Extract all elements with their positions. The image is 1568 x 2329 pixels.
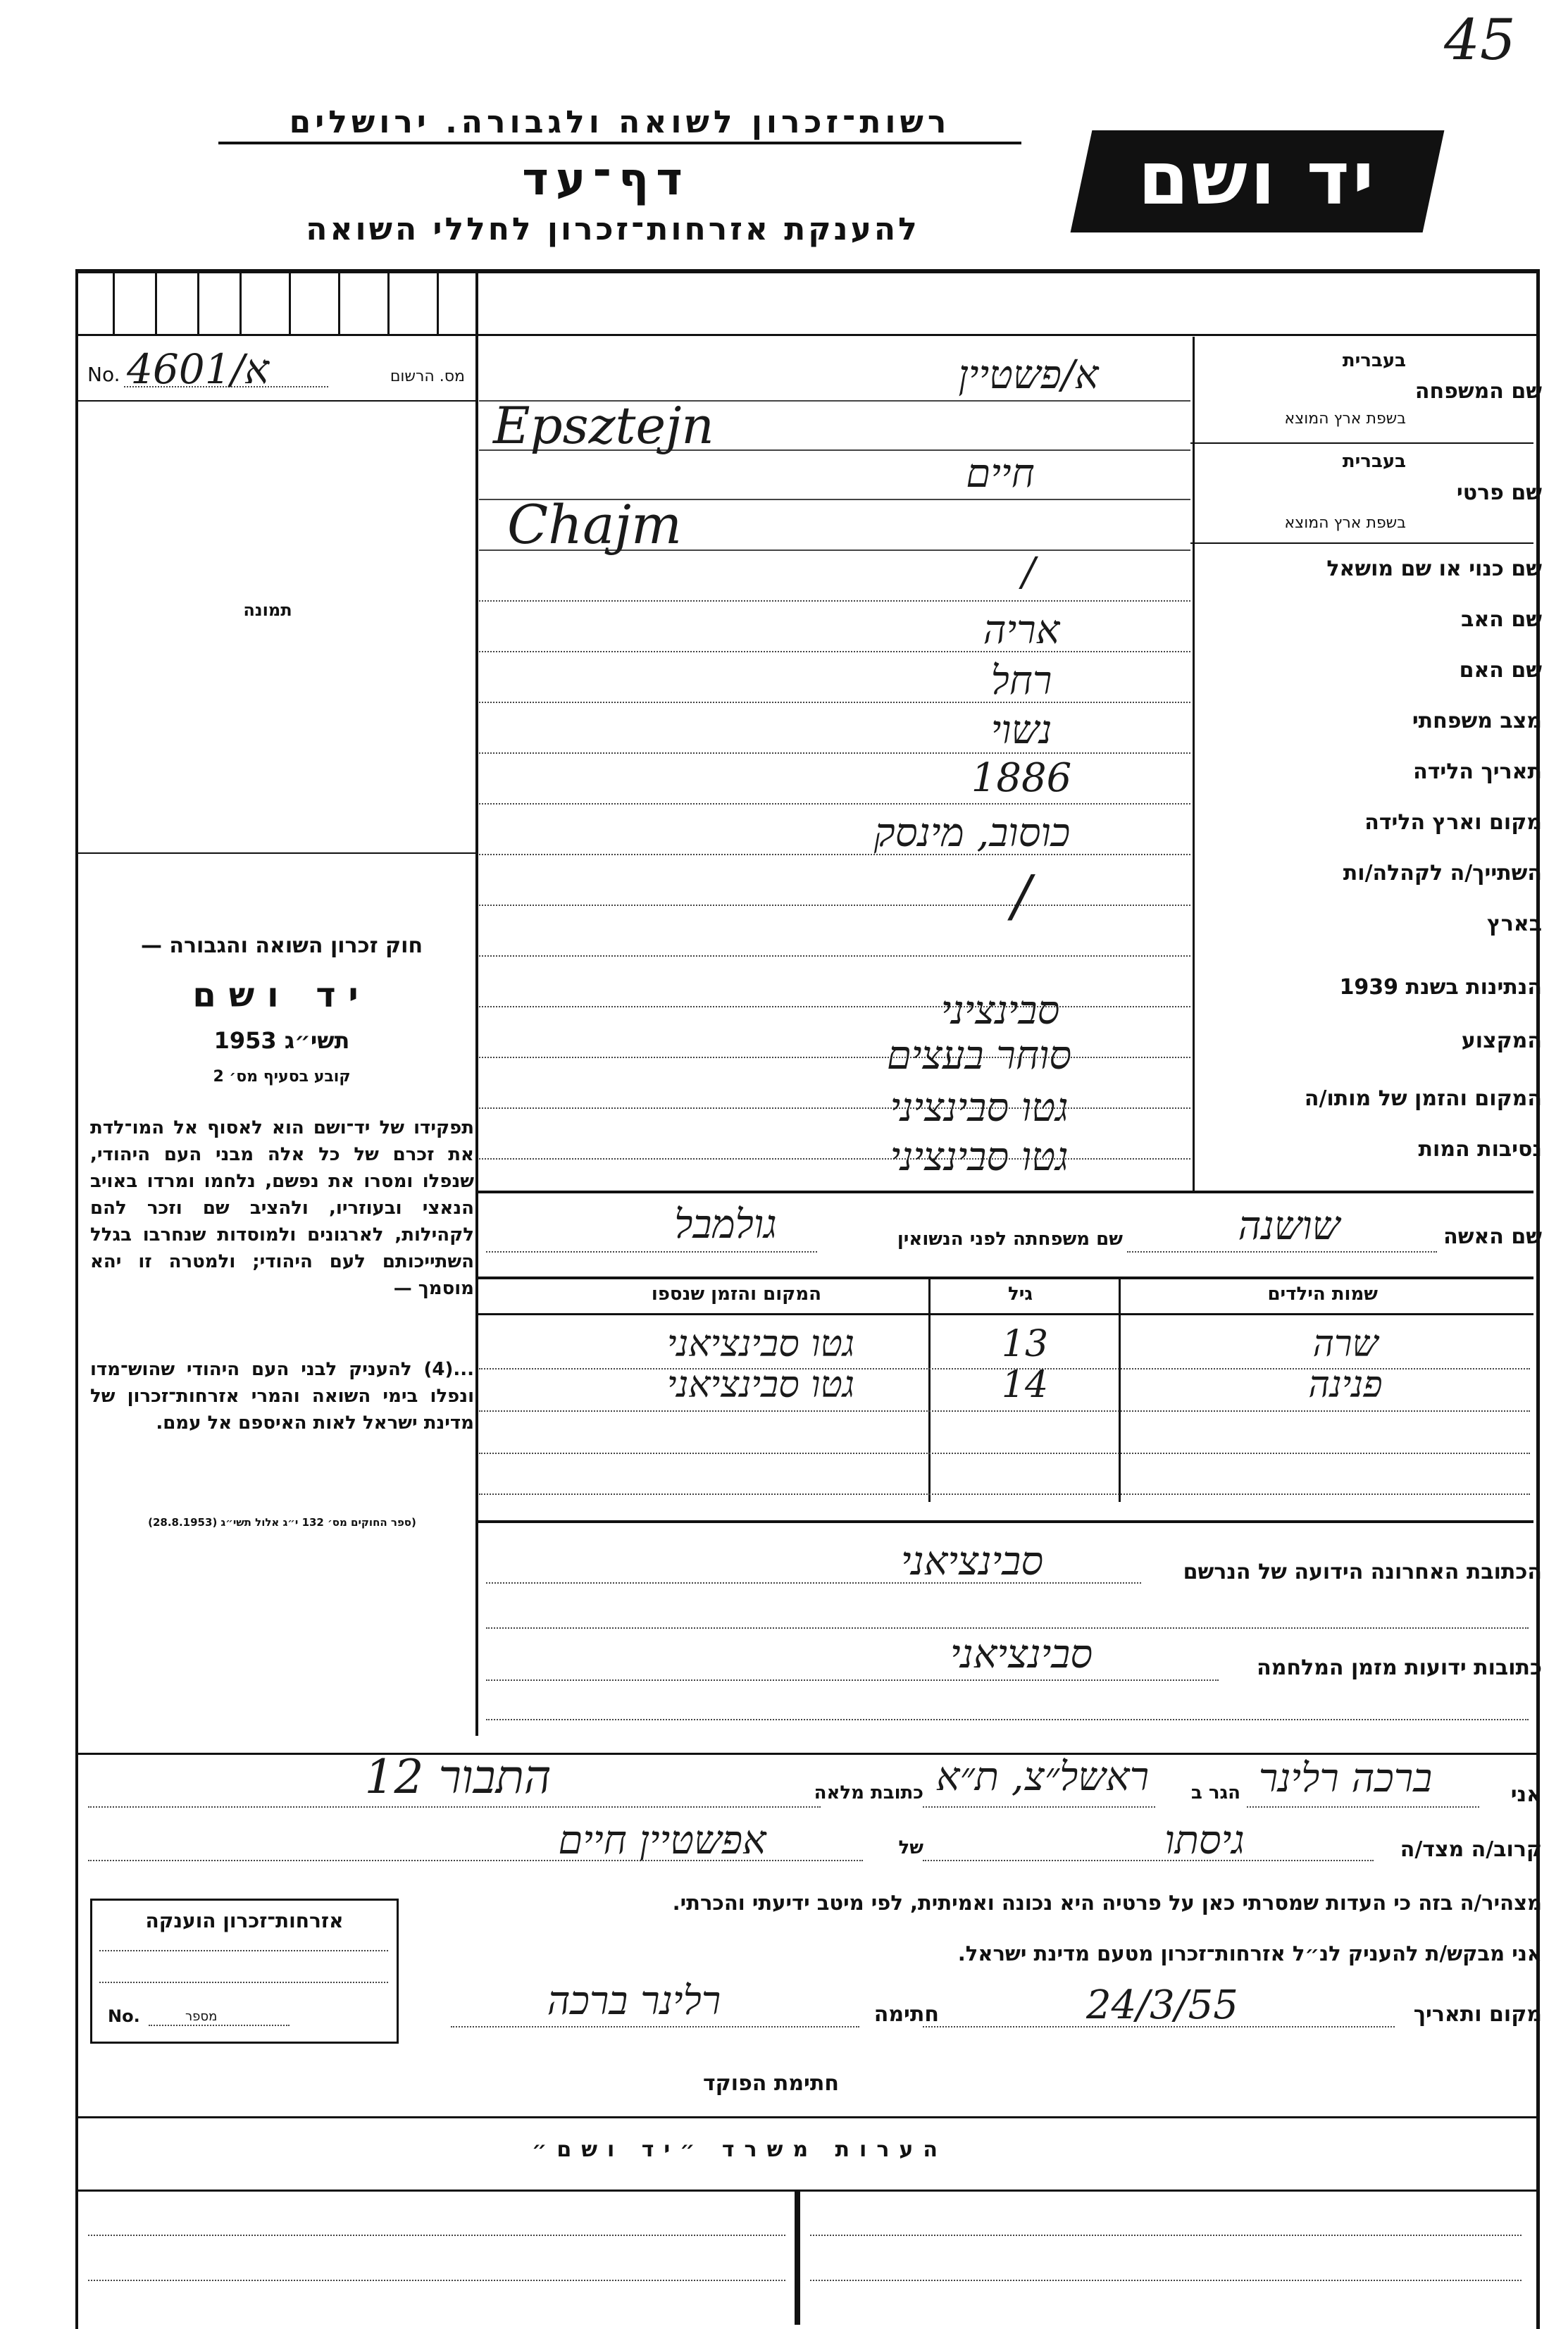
- address-top-border: [477, 1520, 1533, 1523]
- community-label: השתייך/ה לקהלה/ות: [1343, 861, 1542, 886]
- law-clause4: ...(4) להעניק לבני העם היהודי שהוש־מדו ונפלו בימי השואה והמרי אזרחות־זכרון של מדינת ישראל לאות האיספם אל עמם.: [90, 1359, 474, 1434]
- children-header-border: [477, 1313, 1533, 1315]
- header-divider: [75, 334, 1537, 336]
- birth-date-value: 1886: [971, 755, 1072, 801]
- declaration-text: מצהיר/ה בזה כי העדות שמסרתי כאן על פרטיה היא נכונה ואמיתית, לפי מיטב ידיעתי והכרתי.: [672, 1891, 1542, 1915]
- photo-label: תמונה: [243, 600, 292, 620]
- declarant-resides-label: הגר ב: [1190, 1782, 1240, 1803]
- children-col-border-1: [1119, 1278, 1121, 1502]
- page-number: 45: [1444, 7, 1516, 73]
- last-address-value: סבינציאני: [900, 1539, 1044, 1584]
- notes-top-border: [75, 2116, 1537, 2118]
- spouse-value: שושנה: [1238, 1203, 1340, 1249]
- place-date-value: 24/3/55: [1086, 1982, 1238, 2028]
- death-place-label: המקום והזמן של מותו/ה: [1304, 1086, 1542, 1111]
- nickname-label: שם כנוי או שם מושאל: [1326, 557, 1542, 581]
- registration-divider: [75, 400, 477, 402]
- spouse-maiden-label: שם משפחתה לפני הנשואין: [897, 1229, 1123, 1250]
- death-circumstances-value: גטו סבינציני: [890, 1134, 1069, 1180]
- mother-name-label: שם האם: [1459, 658, 1542, 683]
- surname-label: שם המשפחה: [1414, 379, 1542, 404]
- declarant-i-label: אני: [1510, 1782, 1542, 1807]
- first-name-hebrew-label: בעברית: [1342, 451, 1406, 472]
- death-place-value: גטו סבינציני: [890, 1085, 1069, 1131]
- law-name: יד ושם: [192, 976, 371, 1015]
- surname-hebrew-label: בעברית: [1342, 350, 1406, 371]
- law-year: תשי״ג 1953: [213, 1027, 350, 1054]
- signature-value: רלינר ברכה: [547, 1978, 721, 2024]
- section-divider-1: [477, 1191, 1533, 1193]
- surname-origin-label: בשפת ארץ המוצא: [1284, 410, 1406, 428]
- photo-divider: [75, 852, 477, 854]
- request-text: אני מבקש/ת להעניק לנ״ל אזרחות־זכרון מטעם מדינת ישראל.: [957, 1942, 1542, 1965]
- child-age: 13: [1001, 1323, 1049, 1365]
- registration-no-label: No.: [87, 363, 120, 386]
- child-age: 14: [1001, 1364, 1049, 1406]
- declarant-name: ברכה רלינר: [1258, 1756, 1433, 1801]
- declarant-city: ראשל״צ, ת״א: [935, 1754, 1150, 1800]
- relation-value: גיסתו: [1164, 1818, 1245, 1863]
- law-clause: קובע בסעיף מס׳ 2: [213, 1068, 351, 1086]
- children-header-names: שמות הילדים: [1267, 1284, 1378, 1305]
- surname-hebrew-value: א/פשטיין: [958, 352, 1099, 398]
- first-name-hebrew-value: חיים: [966, 451, 1035, 497]
- father-name-value: אריה: [983, 607, 1060, 653]
- wartime-address-rule: [486, 1679, 1219, 1681]
- notes-col-divider: [795, 2191, 800, 2325]
- birth-date-label: תאריך הלידה: [1413, 759, 1542, 784]
- profession-label: המקצוע: [1461, 1029, 1542, 1053]
- of-value: אפשטיין חיים: [558, 1818, 766, 1863]
- child-place: גטו סבינציאני: [666, 1364, 855, 1406]
- citizenship-label: הנתינות בשנת 1939: [1339, 975, 1542, 1000]
- declarant-address-rule: [88, 1806, 821, 1808]
- child-name: פנינה: [1308, 1364, 1383, 1406]
- profession-value: סוחר בעצים: [886, 1033, 1072, 1079]
- spouse-label: שם האשה: [1443, 1224, 1542, 1249]
- header-title: דף־עד: [522, 154, 690, 206]
- place-date-label: מקום ותאריך: [1413, 2002, 1542, 2027]
- country-label: בארץ: [1486, 912, 1542, 936]
- law-citation: (ספר החוקים מס׳ 132 י״ג אלול תשי״ג (28.8.1953): [148, 1516, 416, 1529]
- law-title: חוק זכרון השואה והגבורה —: [140, 933, 423, 958]
- declarant-address-label: כתובת מלאה: [814, 1782, 923, 1803]
- registration-boxes: [85, 273, 472, 334]
- community-value: /: [1012, 863, 1031, 929]
- registration-label: מס. הרשום: [390, 368, 465, 385]
- last-address-label: הכתובת האחרונה הידועה של הנרשם: [1183, 1560, 1542, 1584]
- address-extra-rule: [486, 1627, 1529, 1629]
- marital-status-label: מצב משפחתי: [1412, 709, 1542, 733]
- notes-title: הערות משרד ״יד ושם״: [532, 2137, 947, 2162]
- stamp-box-no-label: No.: [108, 2006, 140, 2026]
- spouse-maiden-value: גולמבל: [674, 1202, 777, 1248]
- surname-origin-value: Epsztejn: [493, 396, 714, 455]
- logo-text: יד ושם: [1138, 135, 1377, 221]
- children-header-age: גיל: [1007, 1284, 1033, 1305]
- stamp-box: [90, 1899, 399, 2044]
- signature-label: חתימה: [873, 2002, 939, 2027]
- notes-divider: [75, 2190, 1537, 2192]
- spouse-maiden-rule: [486, 1251, 817, 1253]
- left-column-border: [475, 272, 478, 1736]
- law-body: תפקידו של יד־ושם הוא לאסוף אל המו־לדת את זכרם של כל אלה מבני העם היהודי, שנפלו ומסרו את נפשם, נלחמו ומרדו באויב הנאצי ובעוזריו, ולהציב שם וזכר להם לקהילות, לארגונים ולמוסדות שנחרבו בגלל השתייכותם לעם היהודי; ולמטרה זו יהא מוסמך —: [90, 1117, 474, 1299]
- declarant-name-rule: [1247, 1806, 1479, 1808]
- first-name-origin-label: בשפת ארץ המוצא: [1284, 514, 1406, 532]
- officer-signature-label: חתימת הפוקד: [703, 2071, 839, 2096]
- children-header-place: המקום והזמן שנספו: [651, 1284, 821, 1305]
- birth-place-value: כוסוב, מינסק: [873, 810, 1071, 856]
- wartime-extra-rule: [486, 1719, 1529, 1720]
- wartime-address-label: כתובות ידועות מזמן המלחמה: [1257, 1656, 1542, 1680]
- relation-label: קרוב/ה מצד/ה: [1400, 1837, 1542, 1862]
- header-authority: רשות־זכרון לשואה ולגבורה. ירושלים: [218, 104, 1021, 144]
- label-column-border: [1193, 337, 1195, 1191]
- spouse-rule: [1127, 1251, 1437, 1253]
- stamp-box-title: אזרחות־זכרון הוענקה: [145, 1909, 344, 1932]
- registration-number: 4601/א: [127, 345, 269, 393]
- father-name-label: שם האב: [1461, 607, 1542, 632]
- declarant-address: התבור 12: [364, 1750, 552, 1804]
- wartime-address-value: סבינציאני: [950, 1632, 1093, 1677]
- of-label: של: [898, 1837, 923, 1858]
- mother-name-value: רחל: [990, 658, 1052, 704]
- child-place: גטו סבינציאני: [666, 1323, 855, 1365]
- nickname-value: /: [1021, 549, 1035, 595]
- citizenship-value: סבינציני: [940, 988, 1060, 1033]
- first-name-label: שם פרטי: [1456, 480, 1542, 505]
- death-circumstances-label: נסיבות המות: [1418, 1137, 1542, 1162]
- header-subtitle: להענקת אזרחות־זכרון לחללי השואה: [306, 211, 920, 247]
- children-top-border: [477, 1277, 1533, 1279]
- first-name-origin-value: Chajm: [507, 493, 683, 556]
- signature-rule: [451, 2026, 859, 2027]
- child-name: שרה: [1312, 1323, 1379, 1365]
- declarant-city-rule: [923, 1806, 1155, 1808]
- children-col-border-2: [928, 1278, 931, 1502]
- marital-status-value: נשוי: [990, 707, 1052, 753]
- stamp-box-number-label: מספר: [185, 2009, 218, 2024]
- birth-place-label: מקום וארץ הלידה: [1364, 810, 1542, 835]
